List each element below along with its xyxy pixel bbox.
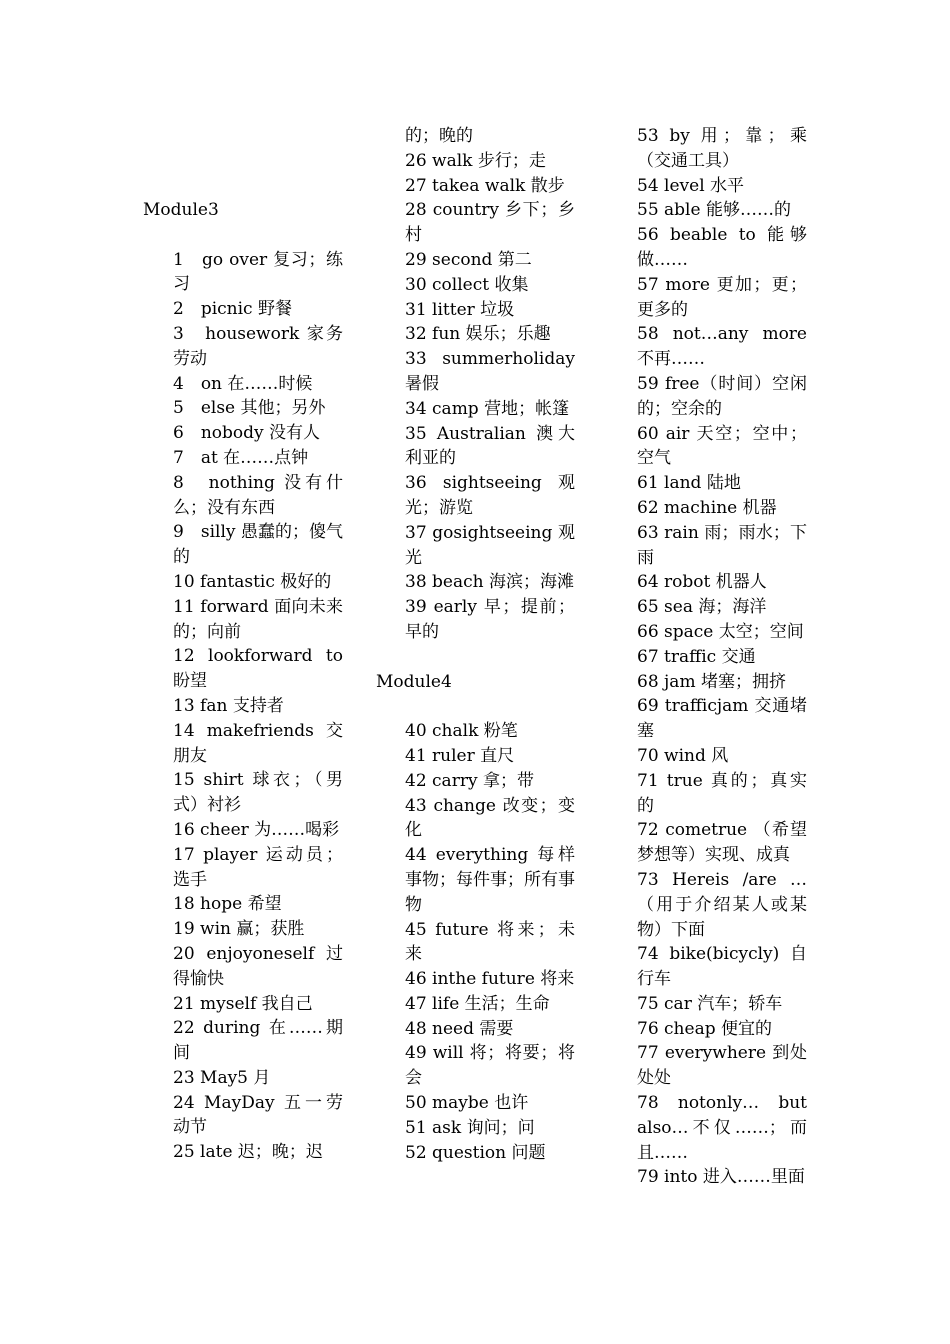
vocab-entry: 67 traffic 交通 [637,646,756,667]
vocab-entry: 33 summerholiday 暑假 [405,349,575,394]
vocab-entry: 20 enjoyoneself 过得愉快 [173,943,343,989]
vocab-entry: 26 walk 步行；走 [405,150,546,171]
vocab-entry: 1 go over 复习；练习 [173,249,343,295]
vocab-entry: 62 machine 机器 [637,497,777,518]
vocab-entry: 22 during 在……期间 [173,1018,343,1064]
vocab-entry: 46 inthe future 将来 [405,969,575,990]
vocab-entry: 45 future 将来；未来 [405,919,575,965]
vocab-entry: 7 at 在……点钟 [173,447,309,468]
vocab-entry: 72 cometrue （希望梦想等）实现、成真 [637,820,807,866]
vocab-entry: 63 rain 雨；雨水；下雨 [637,522,807,568]
vocab-entry: 29 second 第二 [405,249,532,270]
vocab-entry: 64 robot 机器人 [637,572,767,593]
vocab-entry: 17 player 运动员；选手 [173,844,343,890]
vocab-entry: 13 fan 支持者 [173,695,284,716]
vocab-entry: 78 notonly… but also…不仅……；而且…… [637,1093,807,1163]
vocab-entry: 3 housework 家务劳动 [173,323,343,369]
vocab-entry: 58 not…any more 不再…… [637,324,807,370]
vocab-entry: 41 ruler 直尺 [405,745,515,766]
vocab-entry: 5 else 其他；另外 [173,398,326,419]
vocab-entry: 35 Australian 澳大利亚的 [405,423,575,469]
vocab-entry: 25 late 迟；晚；迟 [173,1142,323,1163]
vocab-entry: 31 litter 垃圾 [405,299,515,320]
vocab-entry: 16 cheer 为……喝彩 [173,819,340,840]
vocab-entry: 65 sea 海；海洋 [637,597,767,618]
vocab-entry: 59 free（时间）空闲的；空余的 [637,373,807,419]
vocab-entry: 69 trafficjam 交通堵塞 [637,696,807,742]
vocab-entry: 60 air 天空；空中；空气 [637,423,807,469]
vocab-entry: 37 gosightseeing 观光 [405,522,575,568]
vocab-entry: 52 question 问题 [405,1142,546,1163]
vocab-entry: 12 lookforward to 盼望 [173,646,343,692]
vocab-entry: 6 nobody 没有人 [173,423,321,444]
vocab-entry: 8 nothing 没有什么；没有东西 [173,472,343,518]
vocab-entry: 55 able 能够……的 [637,200,791,221]
vocab-entry: 51 ask 询问；问 [405,1117,535,1138]
vocab-entry: 74 bike(bicycly) 自行车 [637,944,807,990]
vocab-entry: 40 chalk 粉笔 [405,721,518,742]
vocab-entry: 18 hope 希望 [173,894,282,915]
column-3 [637,124,807,1190]
vocab-entry: 77 everywhere 到处处处 [637,1043,807,1089]
vocab-entry: 27 takea walk 散步 [405,175,565,196]
vocab-entry: 23 May5 月 [173,1067,271,1088]
vocab-entry: 50 maybe 也许 [405,1093,529,1114]
vocab-entry: 76 cheap 便宜的 [637,1018,772,1039]
vocab-entry: 66 space 太空；空间 [637,621,804,642]
vocab-entry: 43 change 改变；变化 [405,795,575,841]
module-heading: Module4 [376,671,452,692]
vocab-entry: 56 beable to 能够做…… [637,225,807,270]
vocab-entry: 49 will 将；将要；将会 [405,1043,575,1089]
module-heading: Module3 [143,200,219,220]
vocab-entry: 39 early 早；提前；早的 [405,597,575,642]
vocab-entry: 48 need 需要 [405,1018,514,1039]
vocab-entry: 70 wind 风 [637,745,729,766]
vocab-entry: 34 camp 营地；帐篷 [405,398,570,419]
vocab-entry: 79 into 进入……里面 [637,1167,805,1188]
vocab-entry: 53 by 用；靠；乘（交通工具） [637,126,807,171]
vocab-entry: 11 forward 面向未来的；向前 [173,596,343,642]
vocab-entry: 19 win 赢；获胜 [173,919,305,940]
vocab-entry: 61 land 陆地 [637,473,741,494]
column-2 [376,124,575,1165]
vocab-entry: 15 shirt 球衣；（男式）衬衫 [173,770,343,816]
column-1 [143,198,343,1165]
vocab-entry: 47 life 生活；生命 [405,993,550,1014]
vocab-entry: 24 MayDay 五一劳动节 [173,1092,343,1138]
vocab-entry: 10 fantastic 极好的 [173,571,332,592]
vocab-entry: 30 collect 收集 [405,274,529,295]
vocab-entry: 44 everything 每样事物；每件事；所有事物 [405,845,575,915]
vocab-entry: 54 level 水平 [637,175,745,196]
vocab-entry: 71 true 真的；真实的 [637,770,807,816]
vocab-entry: 21 myself 我自己 [173,993,313,1014]
vocab-entry: 57 more 更加；更；更多的 [637,274,807,320]
vocab-entry: 42 carry 拿；带 [405,770,534,791]
vocab-entry: 32 fun 娱乐；乐趣 [405,324,551,345]
vocab-entry: 75 car 汽车；轿车 [637,993,783,1014]
vocab-entry: 28 country 乡下；乡村 [405,200,575,246]
vocab-entry: 2 picnic 野餐 [173,299,292,320]
vocab-entry: 4 on 在……时候 [173,373,313,394]
vocab-entry: 68 jam 堵塞；拥挤 [637,671,786,692]
vocab-entry: 9 silly 愚蠢的；傻气的 [173,522,343,568]
vocab-entry: 38 beach 海滨；海滩 [405,572,574,593]
vocab-entry: 14 makefriends 交朋友 [173,720,343,766]
vocab-entry: 36 sightseeing 观光；游览 [405,473,575,518]
continued-entry-text: 的；晚的 [405,126,473,146]
vocab-entry: 73 Hereis /are …（用于介绍某人或某物）下面 [637,869,807,940]
